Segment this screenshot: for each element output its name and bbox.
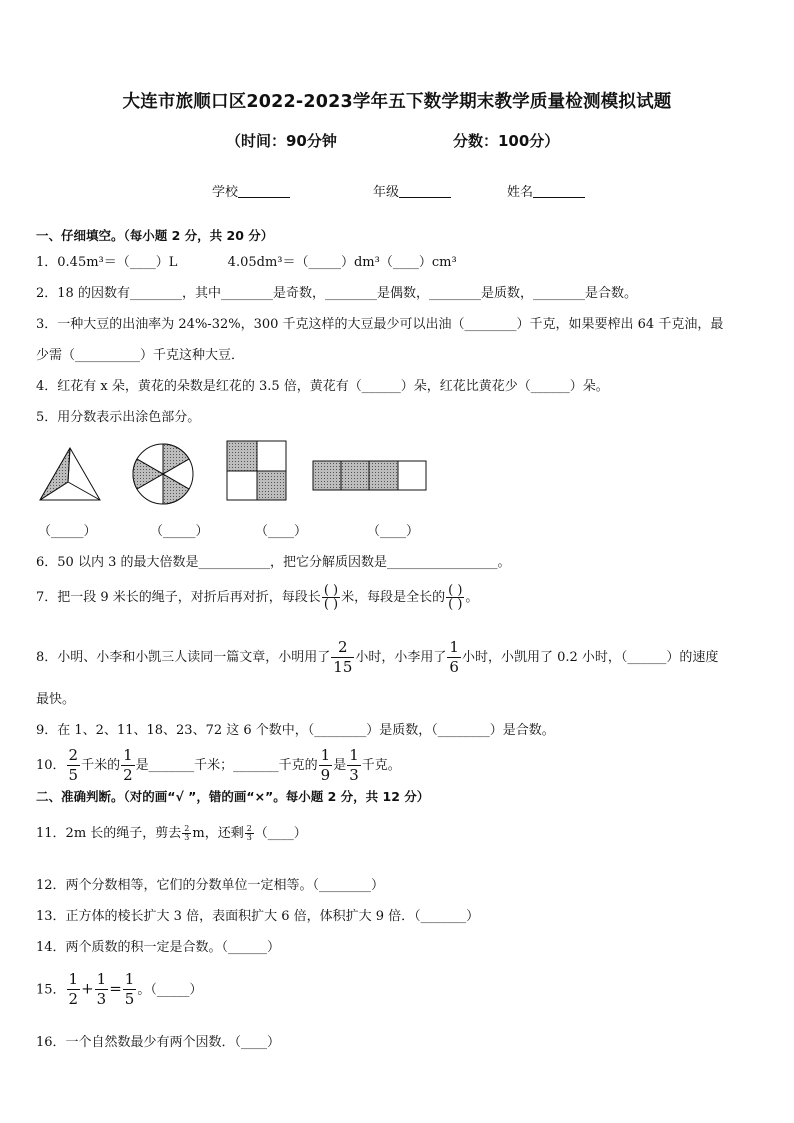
q7-text-3: 。: [465, 590, 479, 605]
q10-fraction-3: [319, 746, 333, 785]
q10-text-3: 是: [333, 758, 347, 773]
q15-b-den: 3: [96, 990, 107, 1008]
question-15: [36, 970, 202, 1009]
question-14: 14．两个质数的积一定是合数。（______）: [36, 940, 281, 955]
q7-fraction-1-num: ( ): [323, 583, 339, 598]
q10-fraction-2: [121, 746, 135, 785]
question-9: 9．在 1、2、11、18、23、72 这 6 个数中，（________）是质数，（________）是合数。: [36, 723, 555, 738]
q10-text-4: 千克。: [361, 758, 401, 773]
question-12: 12．两个分数相等，它们的分数单位一定相等。（________）: [36, 878, 385, 893]
q11-answer-blank[interactable]: （____）: [254, 826, 307, 841]
q5-blank-3[interactable]: （____）: [255, 524, 308, 539]
q7-fraction-2-den: ( ): [448, 597, 463, 612]
q15-fraction-a: [67, 970, 81, 1009]
grade-underline: [399, 184, 451, 198]
q7-fraction-1-den: ( ): [323, 597, 339, 612]
question-8-end: 最快。: [36, 692, 76, 707]
q7-fraction-1[interactable]: [322, 584, 340, 611]
name-label: 姓名: [507, 185, 534, 200]
q15-equals: =: [109, 979, 122, 998]
strip-shaded-part: [313, 461, 398, 490]
q7-text-2: 米，每段是全长的: [341, 590, 446, 605]
q10-number: 10．: [36, 758, 66, 773]
circle-figure: [131, 442, 195, 506]
q8-fraction-1: [331, 638, 354, 677]
question-16: 16．一个自然数最少有两个因数．（____）: [36, 1035, 281, 1050]
school-field: [212, 181, 290, 200]
square-shaded-bottom-right: [257, 471, 286, 500]
question-3-line-2: 少需（__________）千克这种大豆．: [36, 348, 245, 363]
q10-fraction-1: [67, 746, 81, 785]
q15-c-num: 1: [124, 970, 135, 988]
q15-a-num: 1: [68, 970, 79, 988]
q10-f3-num: 1: [320, 746, 331, 764]
q10-text-2: 是_______千米；_______千克的: [135, 758, 318, 773]
q8-text-2: 小时，小李用了: [355, 650, 447, 665]
name-field: [507, 181, 585, 200]
q10-fraction-4: [347, 746, 361, 785]
q11-fraction-1: [182, 825, 191, 842]
name-underline: [533, 184, 585, 198]
q15-fraction-c: [123, 970, 137, 1009]
question-6: 6．50 以内 3 的最大倍数是___________，把它分解质因数是_________________。: [36, 555, 511, 570]
strip-figure: [312, 460, 428, 492]
q5-blank-1[interactable]: （_____）: [38, 524, 97, 539]
score-label: 分数：100分）: [453, 132, 560, 150]
q10-f1-num: 2: [68, 746, 79, 764]
q11-text-1: 11．2m 长的绳子，剪去: [36, 826, 182, 841]
q7-fraction-2-num: ( ): [448, 583, 463, 598]
q5-blank-4[interactable]: （____）: [367, 524, 420, 539]
square-shaded-top-left: [227, 441, 257, 471]
question-2: 2．18 的因数有________，其中________是奇数，________是偶数，________是质数，________是合数。: [36, 286, 637, 301]
section-1-heading: 一、仔细填空。（每小题 2 分，共 20 分）: [36, 228, 274, 243]
q11-f1-num: 2: [184, 824, 190, 833]
q15-a-den: 2: [68, 990, 79, 1008]
q15-b-num: 1: [96, 970, 107, 988]
q8-fraction-1-num: 2: [338, 638, 348, 656]
q8-fraction-2: [447, 638, 461, 677]
q15-fraction-b: [95, 970, 109, 1009]
grade-field: [373, 181, 451, 200]
section-2-heading: 二、准确判断。（对的画“√ ”，错的画“×”。每小题 2 分，共 12 分）: [36, 789, 430, 804]
question-10: [36, 746, 401, 785]
question-5: 5．用分数表示出涂色部分。: [36, 410, 201, 425]
q15-plus: +: [81, 979, 94, 998]
question-3-line-1: 3．一种大豆的出油率为 24%-32%，300 千克这样的大豆最少可以出油（________）千克，如果要榨出 64 千克油，最: [36, 317, 724, 332]
school-underline: [238, 184, 290, 198]
q8-fraction-2-den: 6: [449, 658, 459, 676]
grade-label: 年级: [373, 185, 400, 200]
question-13: 13．正方体的棱长扩大 3 倍，表面积扩大 6 倍，体积扩大 9 倍．（_______）: [36, 909, 480, 924]
q5-blank-2[interactable]: （_____）: [150, 524, 209, 539]
q10-f4-den: 3: [349, 766, 359, 784]
q7-fraction-2[interactable]: [446, 584, 464, 611]
q11-f1-den: 3: [184, 833, 190, 842]
school-label: 学校: [212, 185, 239, 200]
page-title: 大连市旅顺口区2022-2023学年五下数学期末教学质量检测模拟试题: [122, 92, 672, 112]
q10-f1-den: 5: [68, 766, 79, 784]
square-figure: [226, 440, 288, 502]
q15-number: 15．: [36, 982, 66, 998]
q10-f2-num: 1: [123, 746, 133, 764]
q10-f2-den: 2: [123, 766, 133, 784]
question-7: [36, 584, 478, 611]
q8-fraction-2-num: 1: [449, 638, 459, 656]
time-label: （时间：90分钟: [226, 132, 337, 150]
triangle-figure: [38, 446, 102, 502]
q11-text-2: m，还剩: [192, 826, 244, 841]
q10-f3-den: 9: [320, 766, 331, 784]
q11-f2-num: 2: [246, 824, 252, 833]
question-1: [36, 251, 457, 270]
q15-c-den: 5: [124, 990, 135, 1008]
q8-text-3: 小时，小凯用了 0.2 小时，（______）的速度: [461, 650, 719, 665]
q15-answer-blank[interactable]: 。（_____）: [137, 982, 203, 998]
question-8: [36, 638, 718, 677]
q8-fraction-1-den: 15: [333, 658, 353, 676]
q1-part-a: 1．0.45m³＝（____）L: [36, 255, 178, 270]
question-4: 4．红花有 x 朵，黄花的朵数是红花的 3.5 倍，黄花有（______）朵，红花比黄花少（______）朵。: [36, 379, 609, 394]
q10-f4-num: 1: [349, 746, 359, 764]
q10-text-1: 千米的: [81, 758, 121, 773]
q11-fraction-2: [245, 825, 254, 842]
question-11: [36, 822, 307, 842]
q8-text-1: 8．小明、小李和小凯三人读同一篇文章，小明用了: [36, 650, 331, 665]
q11-f2-den: 3: [246, 833, 252, 842]
q7-text-1: 7．把一段 9 米长的绳子，对折后再对折，每段长: [36, 590, 321, 605]
q1-part-b: 4.05dm³＝（_____）dm³（____）cm³: [227, 255, 457, 270]
